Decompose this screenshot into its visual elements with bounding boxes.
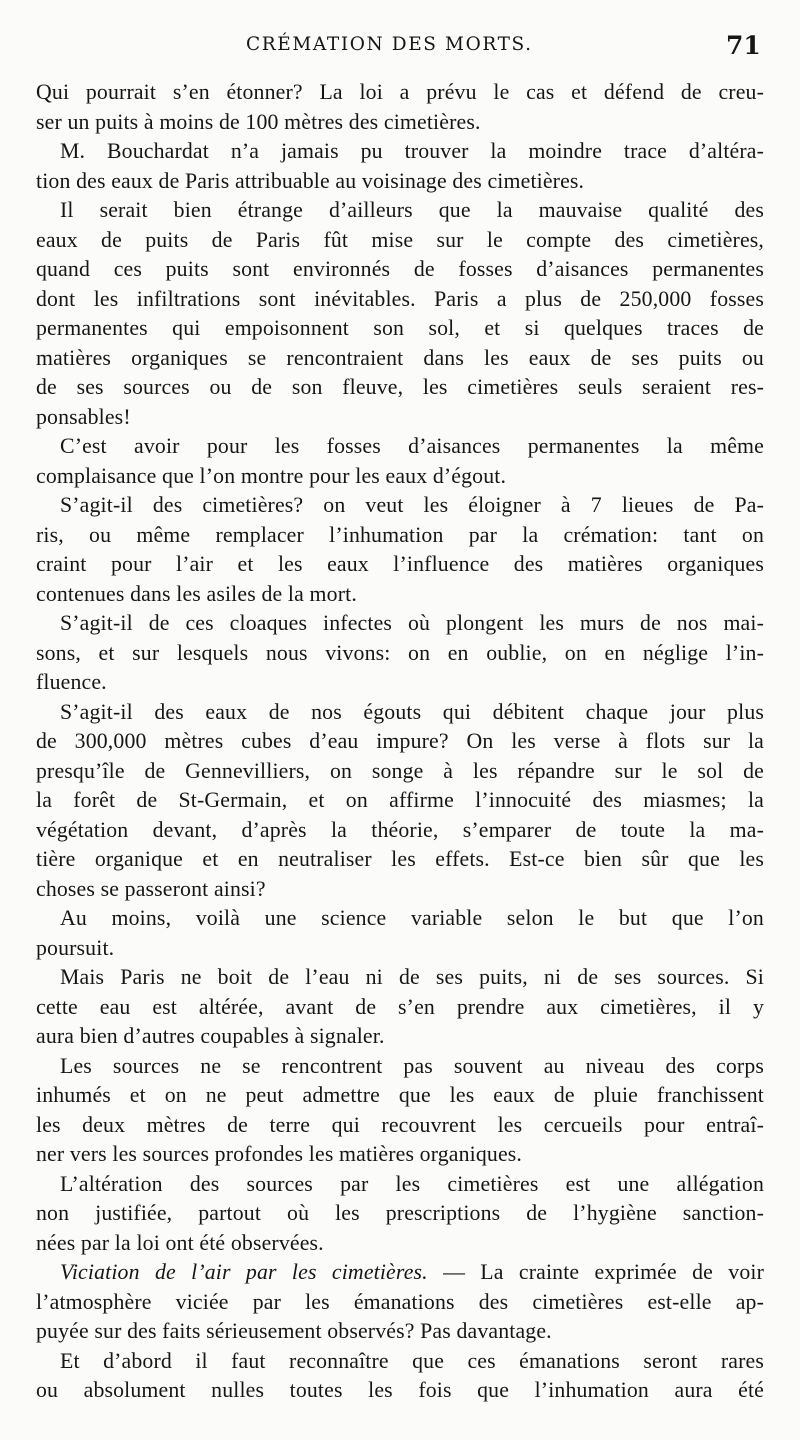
text-line: fluence. — [36, 670, 107, 694]
section-first-line — [36, 1258, 764, 1288]
body-text — [36, 78, 764, 1406]
text-line: Et d’abord il faut reconnaître que ces émanations seront rares — [60, 1348, 764, 1373]
text-line: Il serait bien étrange d’ailleurs que la mauvaise qualité des — [60, 198, 764, 222]
text-line: complaisance que l’on montre pour les eaux d’égout. — [36, 463, 507, 488]
text-line: végétation devant, d’après la théorie, s’emparer de toute la ma- — [36, 817, 764, 842]
text-line: tière organique et en neutraliser les effets. Est-ce bien sûr que les — [36, 847, 764, 871]
section-title: Viciation de l’air par les cimetières. — [60, 1260, 428, 1284]
text-line: ner vers les sources profondes les matières organiques. — [36, 1142, 523, 1166]
text-line: de ses sources ou de son fleuve, les cimetières seuls seraient res- — [36, 375, 764, 399]
text-line: de 300,000 mètres cubes d’eau impure? On les verse à flots sur la — [36, 729, 764, 753]
text-line: ser un puits à moins de 100 mètres des cimetières. — [36, 109, 481, 134]
text-line: dont les infiltrations sont inévitables. Paris a plus de 250,000 fosses — [36, 286, 764, 311]
text-line: Mais Paris ne boit de l’eau ni de ses puits, ni de ses sources. Si — [60, 965, 764, 989]
text-line: S’agit-il des cimetières? on veut les éloigner à 7 lieues de Pa- — [60, 493, 764, 517]
text-line: tion des eaux de Paris attribuable au voisinage des cimetières. — [36, 168, 585, 193]
text-line: Au moins, voilà une science variable selon le but que l’on — [60, 906, 764, 930]
text-line: S’agit-il de ces cloaques infectes où plongent les murs de nos mai- — [60, 611, 764, 635]
text-line: contenues dans les asiles de la mort. — [36, 581, 357, 606]
text-line: quand ces puits sont environnés de fosses d’aisances permanentes — [36, 257, 764, 281]
text-line: Qui pourrait s’en étonner? La loi a prévu le cas et défend de creu- — [36, 80, 764, 104]
text-line: inhumés et on ne peut admettre que les eaux de pluie franchissent — [36, 1083, 764, 1107]
text-line: aura bien d’autres coupables à signaler. — [36, 1024, 385, 1048]
text-line: ponsables! — [36, 404, 131, 429]
text-line: permanentes qui empoisonnent son sol, et si quelques traces de — [36, 316, 764, 340]
text-line: eaux de puits de Paris fût mise sur le compte des cimetières, — [36, 227, 764, 252]
text-line: nées par la loi ont été observées. — [36, 1230, 324, 1255]
section-first-line-rest: — La crainte exprimée de voir — [427, 1260, 765, 1284]
section-paragraphs-block — [36, 1288, 764, 1406]
text-line: choses se passeront ainsi? — [36, 876, 266, 901]
text-line: poursuit. — [36, 935, 115, 960]
text-line: non justifiée, partout où les prescriptions de l’hygiène sanction- — [36, 1201, 764, 1225]
text-line: C’est avoir pour les fosses d’aisances permanentes la même — [60, 434, 764, 458]
text-line: cette eau est altérée, avant de s’en prendre aux cimetières, il y — [36, 994, 764, 1019]
page-header — [0, 31, 800, 64]
text-line: l’atmosphère viciée par les émanations des cimetières est-elle ap- — [36, 1289, 764, 1314]
text-line: S’agit-il des eaux de nos égouts qui débitent chaque jour plus — [60, 699, 764, 724]
running-head: CRÉMATION DES MORTS. — [246, 34, 533, 55]
paragraphs-block — [36, 78, 764, 1258]
text-line: les deux mètres de terre qui recouvrent les cercueils pour entraî- — [36, 1112, 764, 1137]
page-number: 71 — [726, 31, 761, 60]
text-line: matières organiques se rencontraient dans les eaux de ses puits ou — [36, 345, 764, 370]
text-line: puyée sur des faits sérieusement observés? Pas davantage. — [36, 1319, 552, 1343]
text-line: Les sources ne se rencontrent pas souvent au niveau des corps — [60, 1053, 764, 1078]
text-line: ou absolument nulles toutes les fois que l’inhumation aura été — [36, 1378, 764, 1402]
text-line: presqu’île de Gennevilliers, on songe à les répandre sur le sol de — [36, 758, 764, 783]
text-line: craint pour l’air et les eaux l’influence des matières organiques — [36, 552, 764, 576]
text-line: ris, ou même remplacer l’inhumation par la crémation: tant on — [36, 522, 764, 547]
text-line: L’altération des sources par les cimetières est une allégation — [60, 1171, 764, 1196]
text-line: sons, et sur lesquels nous vivons: on en oublie, on en néglige l’in- — [36, 640, 764, 665]
text-line: M. Bouchardat n’a jamais pu trouver la moindre trace d’altéra- — [60, 139, 764, 163]
text-line: la forêt de St-Germain, et on affirme l’innocuité des miasmes; la — [36, 788, 764, 812]
